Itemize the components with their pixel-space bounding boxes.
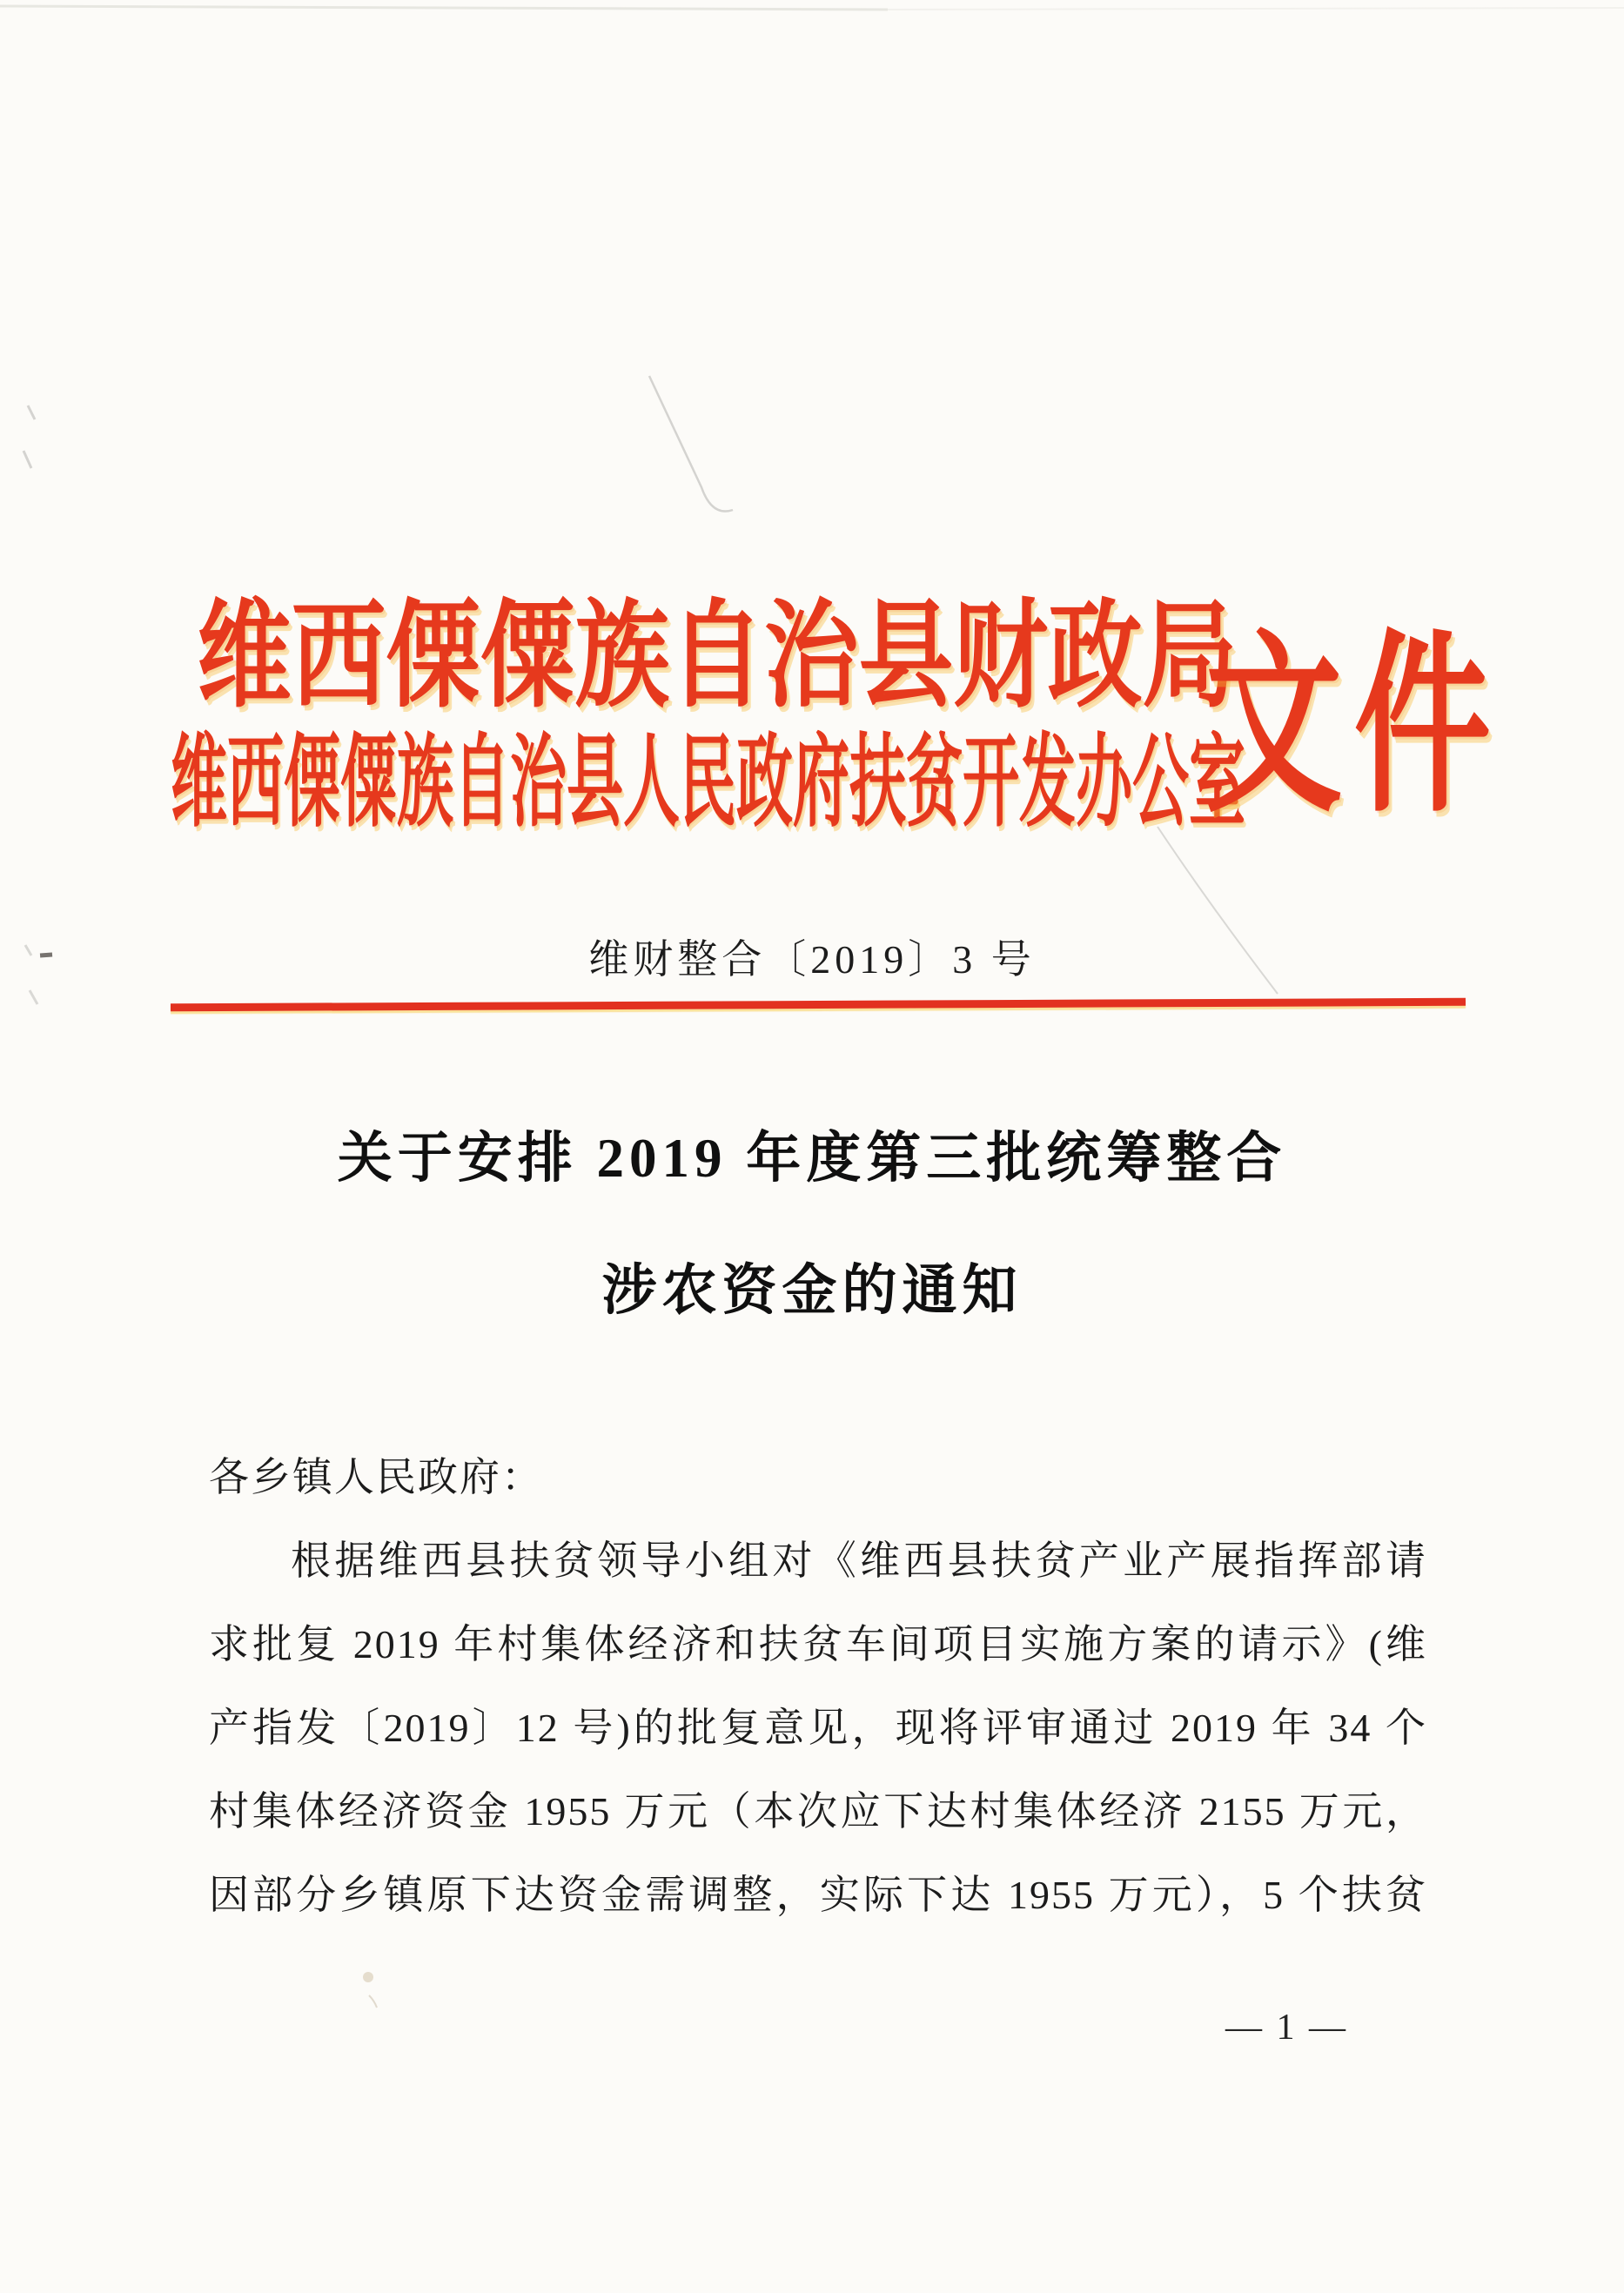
page-number: — 1 —	[1225, 2008, 1348, 2048]
org-name-line2: 维西傈僳族自治县人民政府扶贫开发办公室	[171, 727, 1245, 839]
org-name-line1: 维西傈僳族自治县财政局	[197, 592, 1238, 722]
document-body	[209, 1436, 1427, 1937]
doc-number: 维财整合〔2019〕3 号	[588, 937, 1036, 982]
paragraph-line: 求批复 2019 年村集体经济和扶贫车间项目实施方案的请示》(维	[209, 1622, 1427, 1666]
title-line-2: 涉农资金的通知	[601, 1260, 1023, 1321]
red-separator-line	[171, 998, 1466, 1011]
paragraph-line: 因部分乡镇原下达资金需调整，实际下达 1955 万元），5 个扶贫	[209, 1873, 1428, 1917]
salutation: 各乡镇人民政府：	[209, 1455, 543, 1499]
doc-type-label: 文件	[1205, 620, 1503, 836]
paragraph-line: 产指发〔2019〕12 号)的批复意见，现将评审通过 2019 年 34 个	[209, 1706, 1427, 1750]
paragraph-line: 村集体经济资金 1955 万元（本次应下达村集体经济 2155 万元，	[209, 1789, 1427, 1834]
paragraph-line: 根据维西县扶贫领导小组对《维西县扶贫产业产展指挥部请	[291, 1539, 1427, 1583]
title-line-1: 关于安排 2019 年度第三批统筹整合	[337, 1128, 1287, 1189]
